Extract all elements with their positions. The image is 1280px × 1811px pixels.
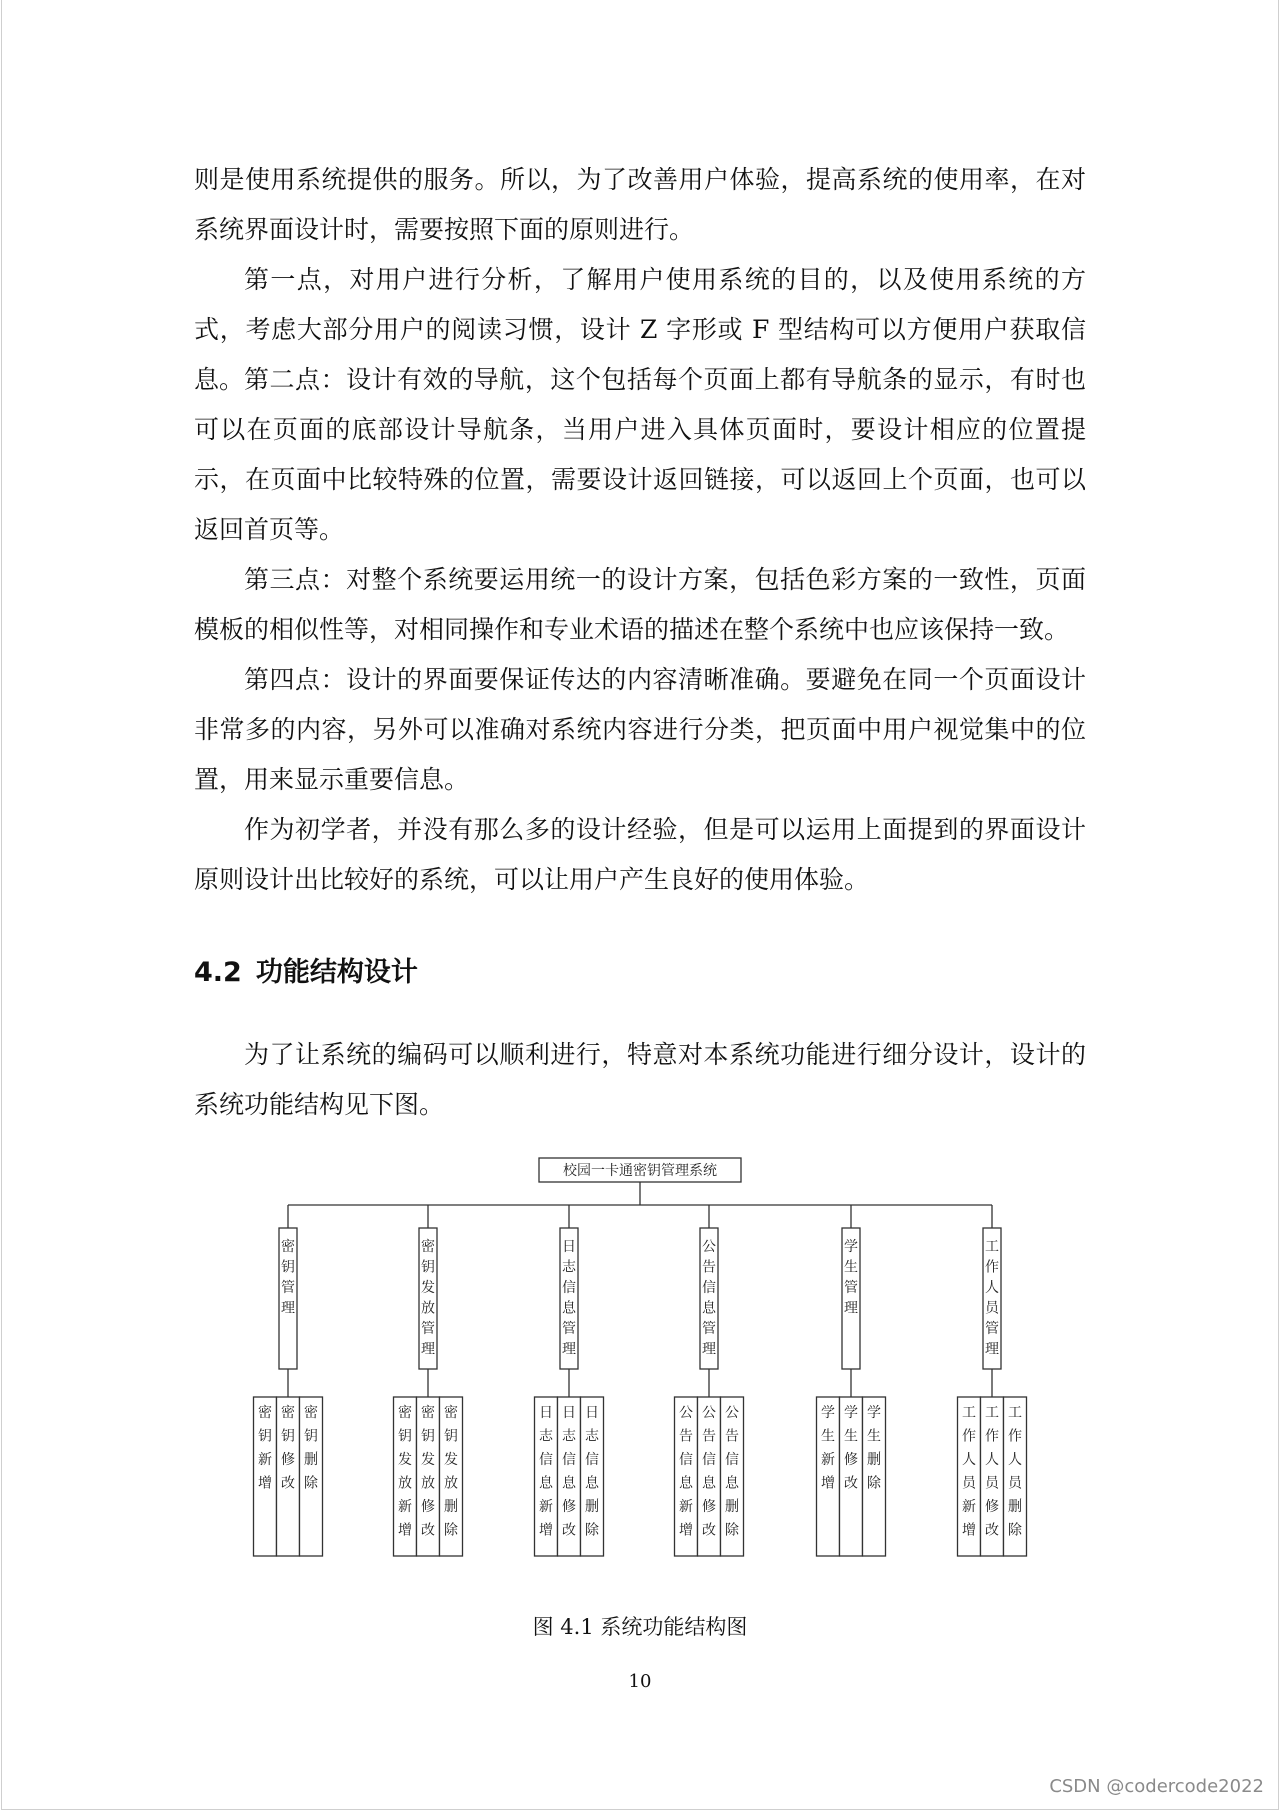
child-label: 工作人员新增: [962, 1405, 976, 1539]
child-label: 日志信息新增: [539, 1405, 553, 1539]
child-label: 学生新增: [821, 1405, 835, 1492]
module-label: 学生管理: [844, 1239, 858, 1317]
child-label: 公告信息删除: [725, 1405, 739, 1539]
child-label: 公告信息修改: [702, 1405, 716, 1539]
paragraph-point-1: 第一点，对用户进行分析，了解用户使用系统的目的，以及使用系统的方式，考虑大部分用户的阅读习惯，设计 Z 字形或 F 型结构可以方便用户获取信息。: [194, 265, 1086, 394]
page-number: 10: [628, 1671, 652, 1692]
paragraph-point-3: 第三点：对整个系统要运用统一的设计方案，包括色彩方案的一致性，页面模板的相似性等，对相同操作和专业术语的描述在整个系统中也应该保持一致。: [194, 565, 1086, 644]
paragraph-point-2: 第二点：设计有效的导航，这个包括每个页面上都有导航条的显示，有时也可以在页面的底部设计导航条，当用户进入具体页面时，要设计相应的位置提示，在页面中比较特殊的位置，需要设计返回链接，可以返回上个页面，也可以返回首页等。: [194, 365, 1086, 544]
csdn-watermark: CSDN @codercode2022: [1049, 1776, 1264, 1797]
module-label: 日志信息管理: [562, 1239, 576, 1358]
module-label: 密钥管理: [281, 1239, 295, 1317]
child-label: 工作人员修改: [985, 1405, 999, 1539]
child-label: 密钥发放修改: [421, 1405, 435, 1539]
module-label: 工作人员管理: [985, 1239, 999, 1358]
child-label: 日志信息删除: [585, 1405, 599, 1539]
child-label: 工作人员删除: [1008, 1405, 1022, 1539]
section-number: 4.2: [194, 957, 242, 988]
paragraph-conclusion: 作为初学者，并没有那么多的设计经验，但是可以运用上面提到的界面设计原则设计出比较好的系统，可以让用户产生良好的使用体验。: [194, 815, 1086, 894]
child-label: 学生修改: [844, 1405, 858, 1492]
module-label: 密钥发放管理: [421, 1239, 435, 1358]
child-label: 密钥新增: [258, 1405, 272, 1492]
child-label: 密钥发放删除: [444, 1405, 458, 1539]
figure-caption: 图 4.1 系统功能结构图: [532, 1615, 748, 1639]
root-node-label: 校园一卡通密钥管理系统: [563, 1163, 717, 1179]
child-label: 密钥发放新增: [398, 1405, 412, 1539]
paragraph-continuation: 则是使用系统提供的服务。所以，为了改善用户体验，提高系统的使用率，在对系统界面设计时，需要按照下面的原则进行。: [194, 165, 1086, 244]
paragraph-intro: 为了让系统的编码可以顺利进行，特意对本系统功能进行细分设计，设计的系统功能结构见下图。: [194, 1040, 1086, 1119]
section-title: 功能结构设计: [255, 957, 418, 988]
child-label: 公告信息新增: [679, 1405, 693, 1539]
child-label: 学生删除: [867, 1405, 881, 1492]
paragraph-point-4: 第四点：设计的界面要保证传达的内容清晰准确。要避免在同一个页面设计非常多的内容，另外可以准确对系统内容进行分类，把页面中用户视觉集中的位置，用来显示重要信息。: [194, 665, 1086, 794]
child-label: 密钥修改: [281, 1405, 295, 1492]
child-label: 密钥删除: [304, 1405, 318, 1492]
child-label: 日志信息修改: [562, 1405, 576, 1539]
module-label: 公告信息管理: [702, 1239, 716, 1358]
